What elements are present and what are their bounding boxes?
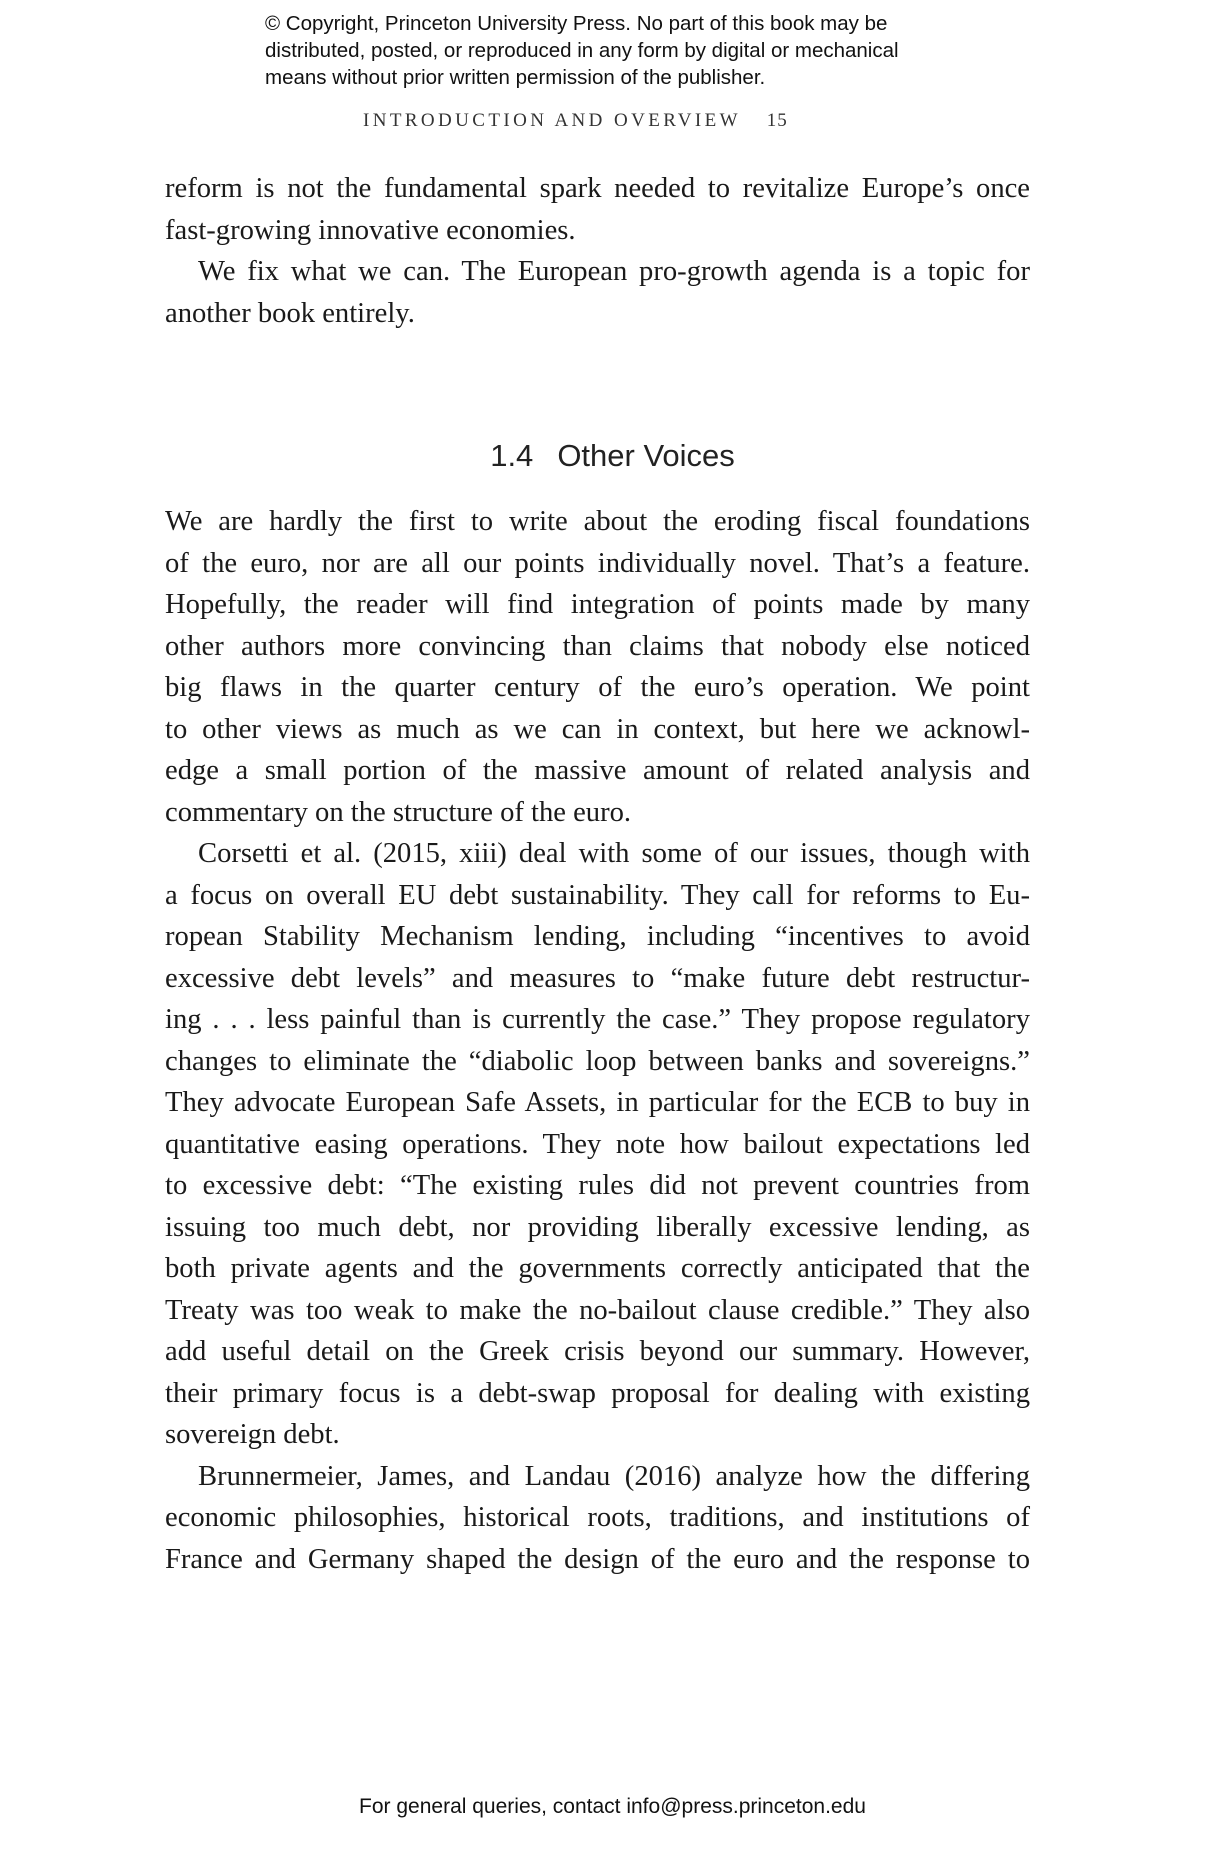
running-head bbox=[363, 110, 788, 132]
copyright-line: distributed, posted, or reproduced in any form by digital or mechanical bbox=[265, 39, 899, 62]
text-line: They advocate European Safe Assets, in particular for the ECB to buy in bbox=[165, 1087, 1030, 1118]
text-line: to other views as much as we can in context, but here we acknowl- bbox=[165, 713, 1030, 745]
text-line: to excessive debt: “The existing rules did not prevent countries from bbox=[165, 1170, 1030, 1201]
text-line: big flaws in the quarter century of the euro’s operation. We point bbox=[165, 672, 1030, 703]
text-line: another book entirely. bbox=[165, 297, 415, 329]
text-line: Treaty was too weak to make the no-bailout clause credible.” They also bbox=[165, 1294, 1030, 1326]
text-line: Hopefully, the reader will find integration of points made by many bbox=[165, 589, 1030, 620]
section-body bbox=[165, 501, 1030, 1580]
text-line: edge a small portion of the massive amount of related analysis and bbox=[165, 755, 1030, 786]
text-line: Corsetti et al. (2015, xiii) deal with some of our issues, though with bbox=[198, 838, 1030, 869]
page-number: 15 bbox=[766, 110, 788, 131]
copyright-line: © Copyright, Princeton University Press. No part of this book may be bbox=[265, 12, 888, 35]
text-line: a focus on overall EU debt sustainability. They call for reforms to Eu- bbox=[165, 879, 1030, 911]
text-line: their primary focus is a debt-swap proposal for dealing with existing bbox=[165, 1377, 1030, 1409]
text-line: fast-growing innovative economies. bbox=[165, 214, 576, 246]
text-line: sovereign debt. bbox=[165, 1419, 340, 1450]
footer-text: For general queries, contact info@press.princeton.edu bbox=[359, 1795, 866, 1818]
section-heading bbox=[0, 438, 1225, 474]
text-line: We are hardly the first to write about the eroding fiscal foundations bbox=[165, 506, 1030, 537]
intro-text bbox=[165, 168, 1030, 334]
text-line: both private agents and the governments correctly anticipated that the bbox=[165, 1253, 1030, 1284]
running-head-title: INTRODUCTION AND OVERVIEW bbox=[363, 110, 741, 131]
text-line: reform is not the fundamental spark needed to revitalize Europe’s once bbox=[165, 173, 1030, 204]
text-line: other authors more convincing than claims that nobody else noticed bbox=[165, 630, 1030, 662]
copyright-line: means without prior written permission of the publisher. bbox=[265, 66, 766, 89]
footer-contact bbox=[0, 1795, 1225, 1819]
text-line: of the euro, nor are all our points individually novel. That’s a feature. bbox=[165, 547, 1030, 579]
text-line: quantitative easing operations. They note how bailout expectations led bbox=[165, 1128, 1030, 1160]
text-line: ing . . . less painful than is currently the case.” They propose regulatory bbox=[165, 1004, 1030, 1035]
text-line: ropean Stability Mechanism lending, including “incentives to avoid bbox=[165, 921, 1030, 952]
copyright-notice bbox=[265, 10, 985, 91]
text-line: economic philosophies, historical roots, traditions, and institutions of bbox=[165, 1502, 1030, 1533]
text-line: commentary on the structure of the euro. bbox=[165, 796, 632, 828]
text-line: issuing too much debt, nor providing liberally excessive lending, as bbox=[165, 1211, 1030, 1243]
text-line: Brunnermeier, James, and Landau (2016) analyze how the differing bbox=[198, 1460, 1030, 1492]
text-line: France and Germany shaped the design of the euro and the response to bbox=[165, 1543, 1030, 1575]
text-line: changes to eliminate the “diabolic loop between banks and sovereigns.” bbox=[165, 1045, 1030, 1077]
section-title: Other Voices bbox=[557, 438, 735, 473]
text-line: excessive debt levels” and measures to “make future debt restructur- bbox=[165, 962, 1030, 994]
text-line: We fix what we can. The European pro-growth agenda is a topic for bbox=[198, 256, 1030, 287]
text-line: add useful detail on the Greek crisis beyond our summary. However, bbox=[165, 1336, 1030, 1367]
section-number: 1.4 bbox=[490, 438, 534, 473]
